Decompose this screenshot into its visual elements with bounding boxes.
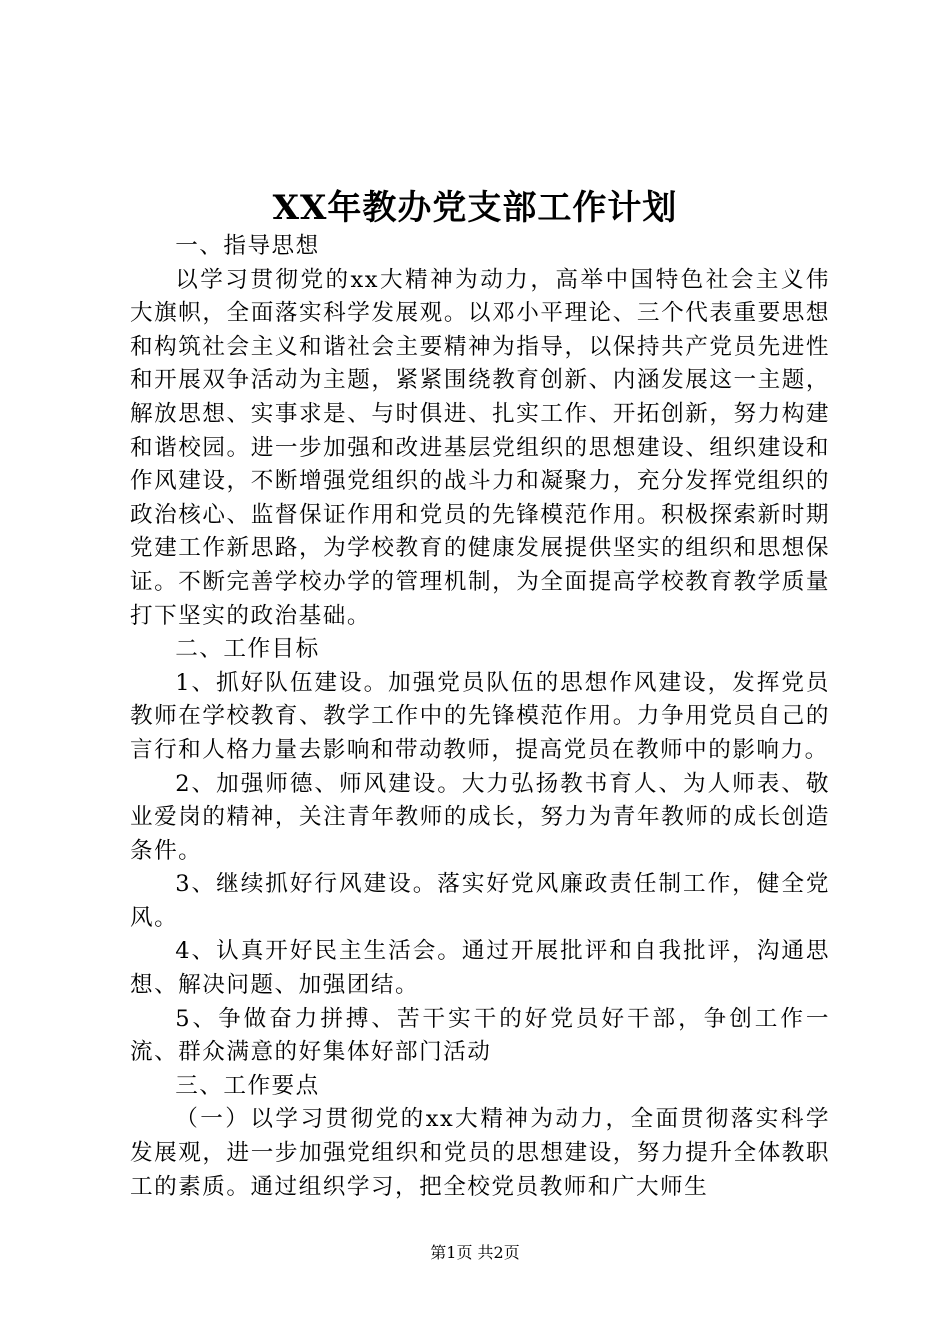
document-body [130, 230, 830, 1204]
section-heading-work-goals: 二、工作目标 [175, 636, 320, 663]
paragraph-goal-5: 5、争做奋力拼搏、苦干实干的好党员好干部，争创工作一流、群众满意的好集体好部门活动 [130, 1005, 830, 1066]
paragraph-goal-1: 1、抓好队伍建设。加强党员队伍的思想作风建设，发挥党员教师在学校教育、教学工作中的先锋模范作用。力争用党员自己的言行和人格力量去影响和带动教师，提高党员在教师中的影响力。 [130, 669, 830, 763]
paragraph-guiding-thought: 以学习贯彻党的xx大精神为动力，高举中国特色社会主义伟大旗帜，全面落实科学发展观。以邓小平理论、三个代表重要思想和构筑社会主义和谐社会主要精神为指导，以保持共产党员先进性和开展双争活动为主题，紧紧围绕教育创新、内涵发展这一主题，解放思想、实事求是、与时俱进、扎实工作、开拓创新，努力构建和谐校园。进一步加强和改进基层党组织的思想建设、组织建设和作风建设，不断增强党组织的战斗力和凝聚力，充分发挥党组织的政治核心、监督保证作用和党员的先锋模范作用。积极探索新时期党建工作新思路，为学校教育的健康发展提供坚实的组织和思想保证。不断完善学校办学的管理机制，为全面提高学校教育教学质量打下坚实的政治基础。 [130, 266, 830, 629]
document-title: XX年教办党支部工作计划 [272, 188, 678, 228]
paragraph-goal-4: 4、认真开好民主生活会。通过开展批评和自我批评，沟通思想、解决问题、加强团结。 [130, 938, 830, 999]
paragraph-work-point-1: （一）以学习贯彻党的xx大精神为动力，全面贯彻落实科学发展观，进一步加强党组织和党员的思想建设，努力提升全体教职工的素质。通过组织学习，把全校党员教师和广大师生 [130, 1106, 830, 1200]
section-heading-guiding-thought: 一、指导思想 [175, 233, 320, 259]
paragraph-goal-3: 3、继续抓好行风建设。落实好党风廉政责任制工作，健全党风。 [130, 871, 830, 931]
section-heading-work-points: 三、工作要点 [175, 1072, 320, 1099]
page-footer: 第1页 共2页 [430, 1243, 520, 1262]
paragraph-goal-2: 2、加强师德、师风建设。大力弘扬教书育人、为人师表、敬业爱岗的精神，关注青年教师的成长，努力为青年教师的成长创造条件。 [130, 770, 830, 864]
